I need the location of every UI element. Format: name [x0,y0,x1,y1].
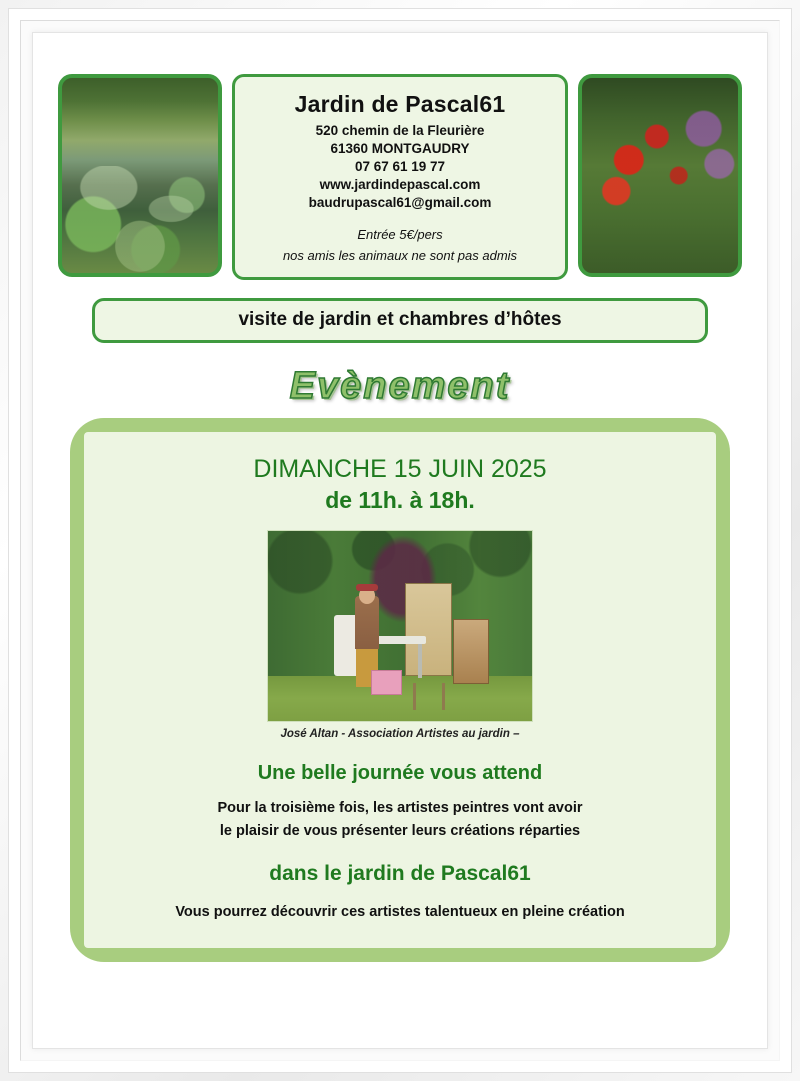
address-block [232,74,568,280]
main-panel [70,418,730,962]
pink-crate [371,670,402,695]
poster-content [44,44,756,1037]
description-line-1: Pour la troisième fois, les artistes peintres vont avoir [217,800,583,817]
phone-number: 07 67 61 19 77 [354,158,446,174]
event-date: DIMANCHE 15 JUIN 2025 [253,455,547,484]
painter-at-work-photo [267,530,533,722]
headline-welcome: Une belle journée vous attend [257,762,543,785]
pond-garden-photo [58,74,222,277]
address-city: 61360 MONTGAUDRY [330,140,470,156]
pets-note: nos amis les animaux ne sont pas admis [282,247,518,263]
easel-leg-left [413,683,416,710]
event-hours: de 11h. à 18h. [325,486,475,513]
description-line-2: le plaisir de vous présenter leurs créations réparties [219,822,581,839]
address-street: 520 chemin de la Fleurière [315,123,485,138]
table-leg-right [418,644,422,678]
email-address[interactable]: baudrupascal61@gmail.com [308,194,492,210]
red-flowers-garden-photo [578,74,742,277]
entry-price-note: Entrée 5€/pers [357,226,443,242]
subtitle-band: visite de jardin et chambres d’hôtes [92,298,708,343]
photo-caption: José Altan - Association Artistes au jardin – [280,728,520,741]
header-row [44,44,756,280]
main-panel-inner [84,432,716,948]
garden-name: Jardin de Pascal61 [294,91,506,117]
easel-leg-right [442,683,445,710]
painter-hat [356,584,378,592]
large-canvas [405,583,452,676]
event-wordart: Evènement [289,365,511,408]
small-canvas [453,619,489,684]
closing-text: Vous pourrez découvrir ces artistes talentueux en pleine création [175,904,625,921]
headline-garden: dans le jardin de Pascal61 [269,862,531,886]
painter-body [355,596,379,649]
description-paragraph [102,797,698,842]
website-url[interactable]: www.jardindepascal.com [319,176,481,192]
